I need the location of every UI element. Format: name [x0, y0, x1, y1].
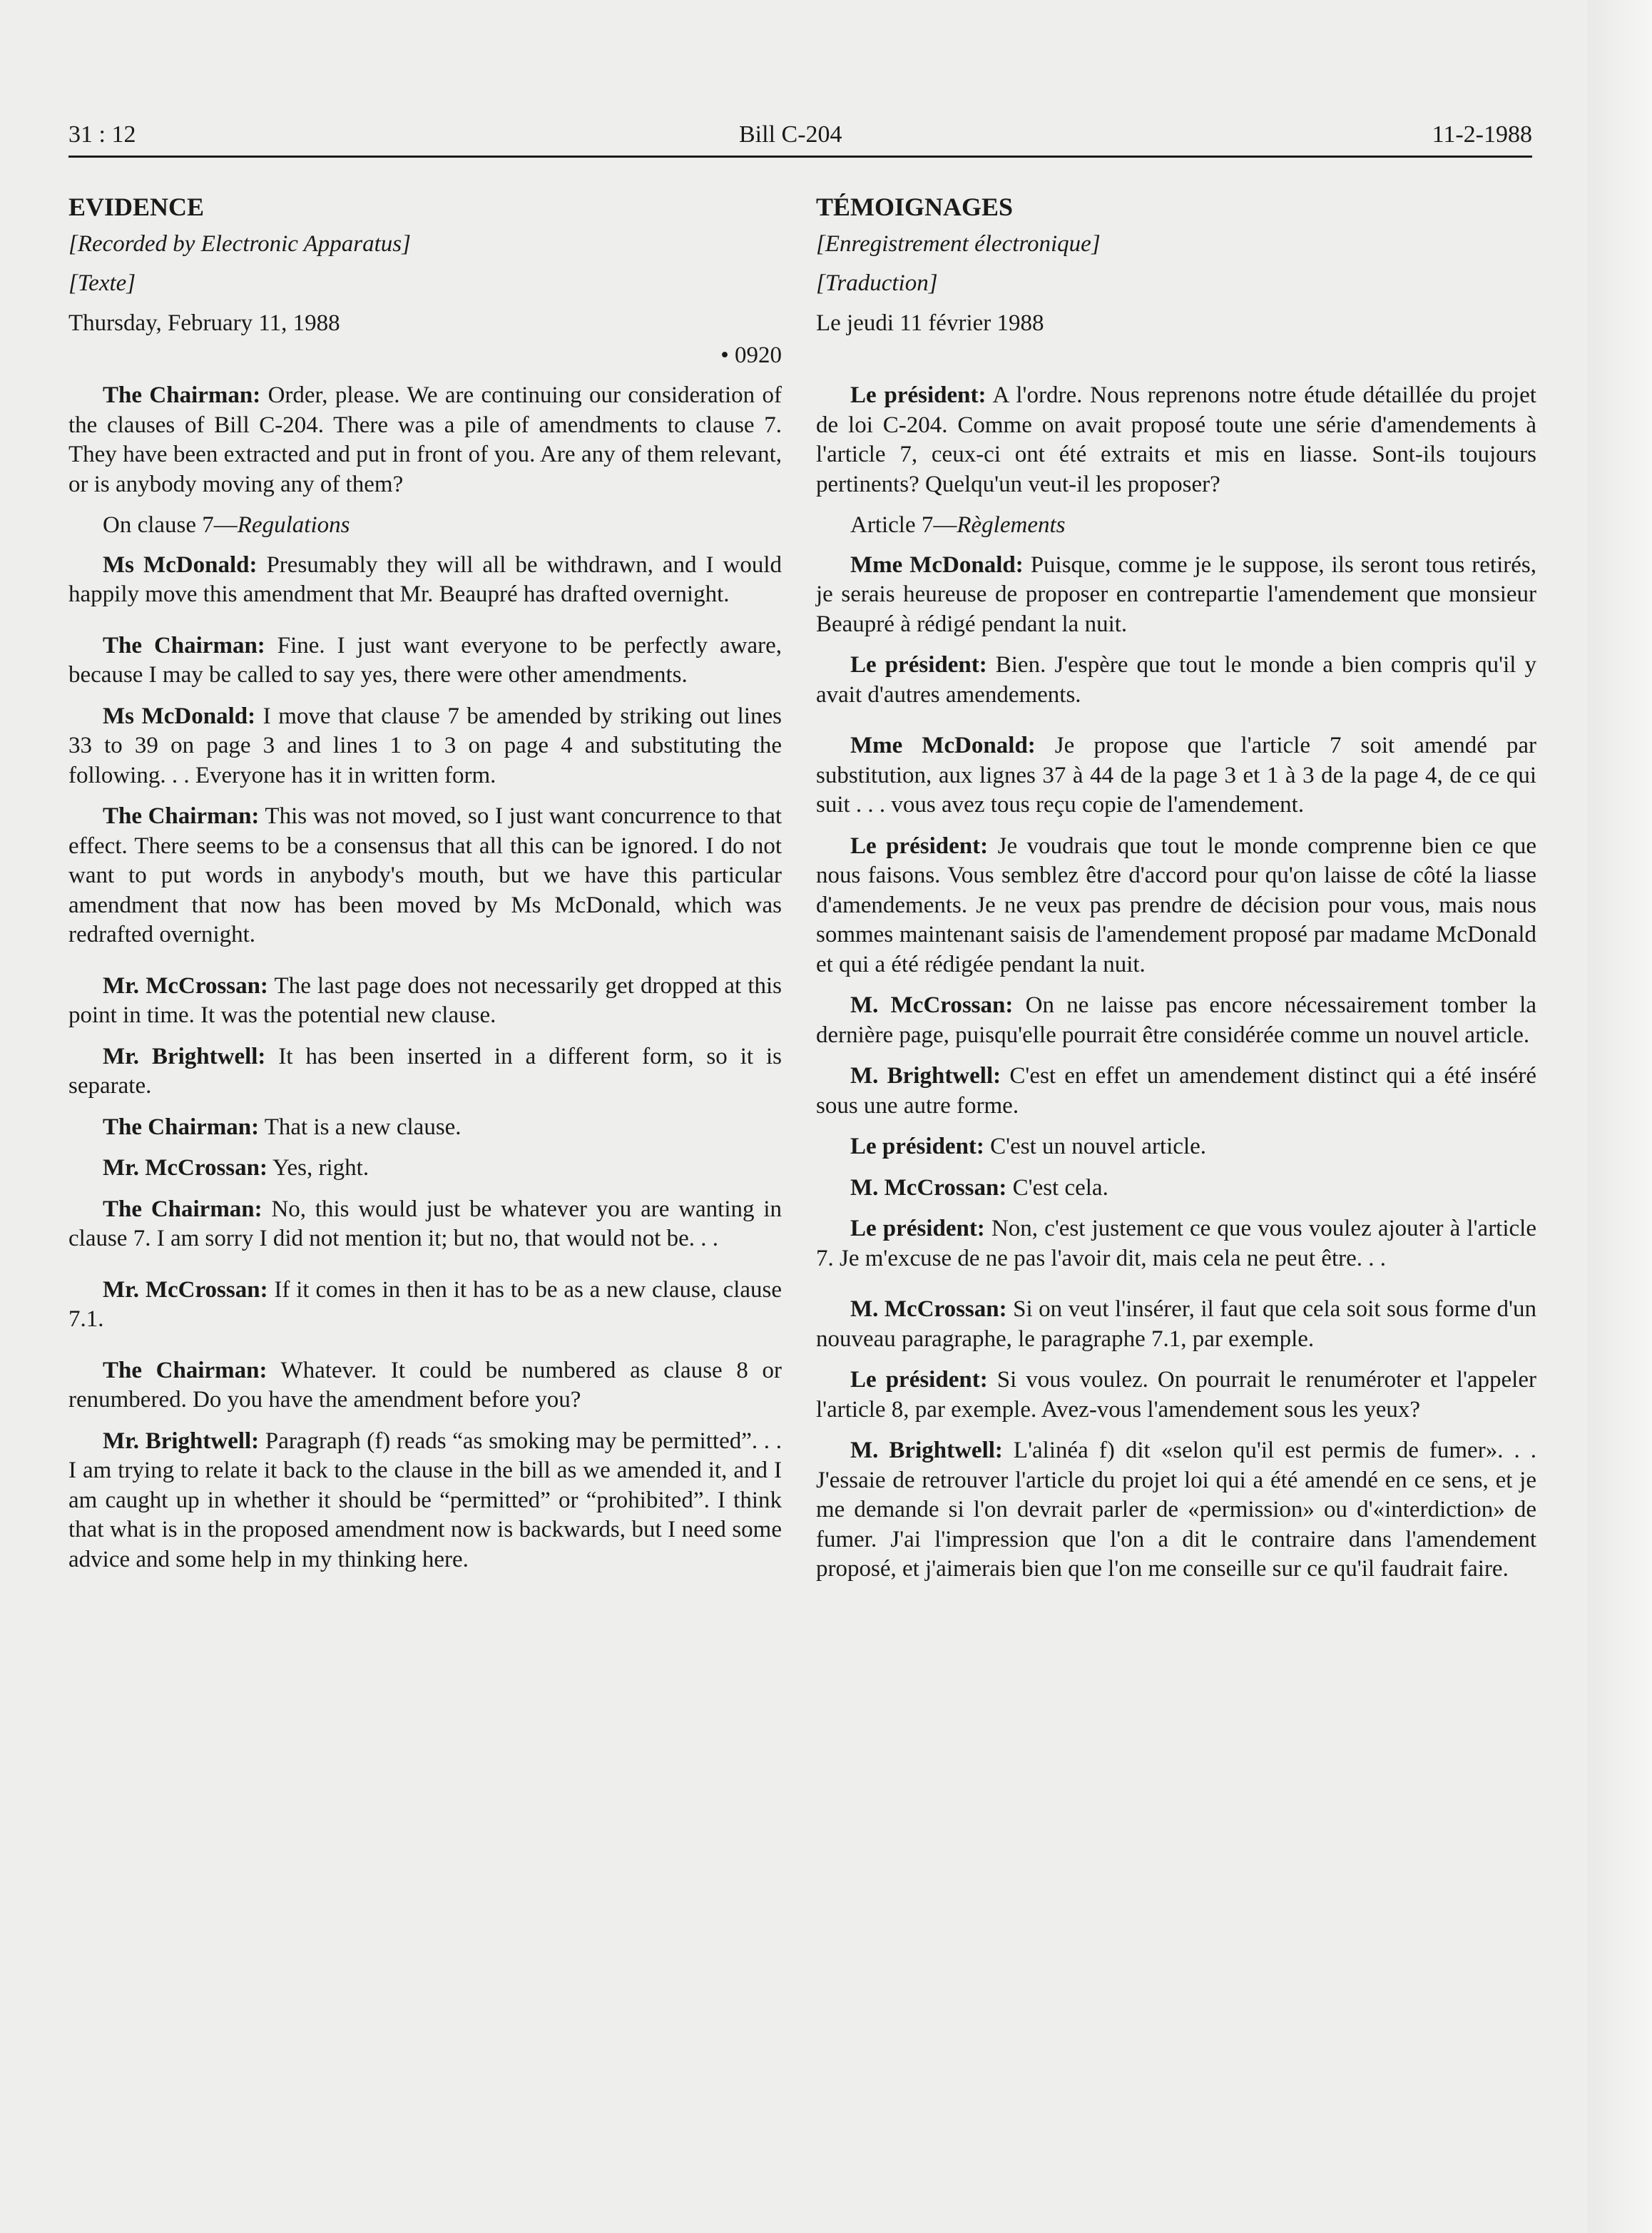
speaker: M. McCrossan:: [850, 1174, 1007, 1201]
speech-paragraph: [816, 1214, 1536, 1273]
speech-text: A l'ordre. Nous reprenons notre étude détaillée du projet de loi C-204. Comme on avait proposé toute une série d'amendements à l'article 7, ceux-ci ont été extraits et mis en liasse. Sont-ils toujours pertinents? Quelqu'un veut-il les proposer?: [816, 382, 1536, 497]
speech-paragraph: [816, 1436, 1536, 1585]
speech-paragraph: [68, 1427, 782, 1575]
speech-text: Presumably they will all be withdrawn, and I would happily move this amendment that Mr. Beaupré has drafted overnight.: [68, 551, 782, 607]
section-title: EVIDENCE: [68, 193, 205, 221]
speech-text: Si on veut l'insérer, il faut que cela soit sous forme d'un nouveau paragraphe, le paragraphe 7.1, par exemple.: [816, 1296, 1536, 1352]
speaker: M. McCrossan:: [850, 992, 1014, 1018]
speech-paragraph: [68, 1042, 782, 1102]
speech-text: Je voudrais que tout le monde comprenne bien ce que nous faisons. Vous semblez être d'accord pour qu'on laisse de côté la liasse d'amendements. Je ne veux pas prendre de décision pour vous, mais nous sommes maintenant saisis de l'amendement proposé par madame McDonald et qui a été rédigée pendant la nuit.: [816, 833, 1536, 977]
speech-paragraph: [816, 1174, 1536, 1204]
speech-paragraph: [816, 1295, 1536, 1354]
sitting-date: Thursday, February 11, 1988: [68, 310, 340, 336]
speech-text: Je propose que l'article 7 soit amendé par substitution, aux lignes 37 à 44 de la page 3 et 1 à 3 de la page 4, de ce qui suit . . . vous avez tous reçu copie de l'amendement.: [816, 733, 1536, 818]
speaker: Ms McDonald:: [103, 551, 258, 578]
speaker: M. Brightwell:: [850, 1438, 1003, 1463]
speaker: The Chairman:: [103, 382, 261, 408]
speech-paragraph: [68, 972, 782, 1031]
speaker: Mme McDonald:: [850, 733, 1036, 758]
speech-text: Si vous voulez. On pourrait le renuméroter et l'appeler l'article 8, par exemple. Avez-vous l'amendement sous les yeux?: [816, 1367, 1536, 1423]
speaker: Le président:: [850, 652, 987, 678]
speech-paragraph: [68, 381, 782, 499]
speech-paragraph: [816, 991, 1536, 1050]
time-spacer: [816, 341, 1536, 371]
speaker: M. Brightwell:: [850, 1063, 1001, 1089]
speech-text: Whatever. It could be numbered as clause 8 or renumbered. Do you have the amendment before you?: [68, 1357, 782, 1413]
speech-paragraph: [68, 702, 782, 791]
speech-paragraph: [68, 802, 782, 950]
speech-text: The last page does not necessarily get dropped at this point in time. It was the potential new clause.: [68, 972, 782, 1028]
speaker: Mme McDonald:: [850, 551, 1024, 578]
sitting-date: Le jeudi 11 février 1988: [816, 310, 1044, 336]
speech-paragraph: [68, 551, 782, 610]
speech-text: It has been inserted in a different form, so it is separate.: [68, 1043, 782, 1099]
speech-paragraph: [68, 631, 782, 691]
speaker: Le président:: [850, 833, 989, 859]
clause-title: Regulations: [237, 512, 350, 538]
speech-text: C'est cela.: [1006, 1174, 1108, 1201]
speech-paragraph: [68, 1154, 782, 1184]
language-note: [Traduction]: [816, 270, 938, 296]
french-column: [816, 193, 1536, 1596]
time-marker: • 0920: [720, 342, 782, 368]
speech-text: No, this would just be whatever you are wanting in clause 7. I am sorry I did not mention it; but no, that would not be. . .: [68, 1196, 782, 1251]
speaker: The Chairman:: [103, 1196, 262, 1222]
speech-text: C'est en effet un amendement distinct qui a été inséré sous une autre forme.: [816, 1063, 1537, 1119]
speaker: The Chairman:: [103, 632, 265, 658]
speech-text: Puisque, comme je le suppose, ils seront tous retirés, je serais heureuse de proposer en contrepartie l'amendement que monsieur Beaupré à rédigé pendant la nuit.: [816, 551, 1536, 637]
section-title: TÉMOIGNAGES: [816, 193, 1014, 221]
header-date: 11-2-1988: [1432, 121, 1532, 148]
speech-text: C'est un nouvel article.: [984, 1134, 1207, 1159]
language-note: [Texte]: [68, 270, 136, 296]
speaker: Mr. McCrossan:: [103, 1276, 268, 1303]
speech-paragraph: [816, 832, 1536, 980]
speech-text: Order, please. We are continuing our consideration of the clauses of Bill C-204. There was a pile of amendments to clause 7. They have been extracted and put in front of you. Are any of them relevant, or is anybody moving any of them?: [68, 382, 782, 497]
clause-heading: [68, 511, 782, 541]
clause-title: Règlements: [957, 512, 1066, 538]
speech-paragraph: [816, 731, 1536, 820]
speech-text: Fine. I just want everyone to be perfectly aware, because I may be called to say yes, there were other amendments.: [68, 632, 782, 688]
speech-paragraph: [68, 1195, 782, 1254]
bill-title: Bill C-204: [739, 121, 842, 148]
speech-text: I move that clause 7 be amended by striking out lines 33 to 39 on page 3 and lines 1 to 3 on page 4 and substituting the following. . . Everyone has it in written form.: [68, 703, 782, 788]
clause-prefix: Article 7—: [850, 512, 957, 538]
speaker: Mr. Brightwell:: [103, 1428, 260, 1454]
speaker: The Chairman:: [103, 803, 260, 829]
speaker: M. McCrossan:: [850, 1296, 1007, 1322]
speech-text: On ne laisse pas encore nécessairement tomber la dernière page, puisqu'elle pourrait être considérée comme un nouvel article.: [816, 992, 1536, 1048]
english-column: [68, 193, 782, 1586]
speech-paragraph: [816, 1365, 1536, 1425]
speaker: Ms McDonald:: [103, 703, 256, 729]
page-spine-shadow: [1588, 0, 1652, 2233]
speech-text: Yes, right.: [267, 1155, 369, 1181]
speaker: Mr. Brightwell:: [103, 1043, 266, 1069]
speaker: The Chairman:: [103, 1357, 267, 1383]
speech-text: This was not moved, so I just want concurrence to that effect. There seems to be a consensus that all this can be ignored. I do not want to put words in anybody's mouth, but we have this particular amendment that now has been moved by Ms McDonald, which was redrafted overnight.: [68, 803, 782, 947]
speech-paragraph: [816, 1132, 1536, 1162]
speaker: Le président:: [850, 1367, 988, 1393]
speech-text: That is a new clause.: [259, 1114, 462, 1140]
speaker: Mr. McCrossan:: [103, 972, 268, 999]
speech-paragraph: [68, 1113, 782, 1143]
speaker: The Chairman:: [103, 1114, 260, 1140]
speech-paragraph: [68, 1276, 782, 1335]
clause-heading: [816, 511, 1536, 541]
speaker: Le président:: [850, 1216, 985, 1241]
speech-text: If it comes in then it has to be as a new clause, clause 7.1.: [68, 1276, 782, 1332]
speech-paragraph: [68, 1356, 782, 1415]
speaker: Mr. McCrossan:: [103, 1155, 267, 1181]
speech-paragraph: [816, 651, 1536, 710]
speech-paragraph: [816, 551, 1536, 640]
recording-note: [Enregistrement électronique]: [816, 230, 1101, 257]
speaker: Le président:: [850, 1134, 984, 1159]
recording-note: [Recorded by Electronic Apparatus]: [68, 230, 411, 257]
speech-text: Bien. J'espère que tout le monde a bien compris qu'il y avait d'autres amendements.: [816, 652, 1537, 708]
speech-paragraph: [816, 1062, 1536, 1121]
speech-text: Non, c'est justement ce que vous voulez ajouter à l'article 7. Je m'excuse de ne pas l'avoir dit, mais cela ne peut être. . .: [816, 1216, 1536, 1271]
speaker: Le président:: [850, 382, 986, 408]
page-number: 31 : 12: [68, 121, 136, 148]
header-rule: [68, 156, 1532, 158]
clause-prefix: On clause 7—: [103, 512, 238, 538]
speech-paragraph: [816, 381, 1536, 499]
speech-text: L'alinéa f) dit «selon qu'il est permis de fumer». . . J'essaie de retrouver l'article du projet loi qui a été amendé en ce sens, et je me demande si l'on devrait parler de «permission» ou d'«interdiction» de fumer. J'ai l'impression que l'on a dit le contraire dans l'amendement proposé, et j'aimerais bien que l'on me conseille sur ce qu'il faudrait faire.: [816, 1438, 1536, 1582]
speech-text: Paragraph (f) reads “as smoking may be permitted”. . . I am trying to relate it back to the clause in the bill as we amended it, and I am caught up in whether it should be “permitted” or “prohibited”. I think that what is in the proposed amendment now is backwards, but I need some advice and some help in my thinking here.: [68, 1428, 782, 1572]
